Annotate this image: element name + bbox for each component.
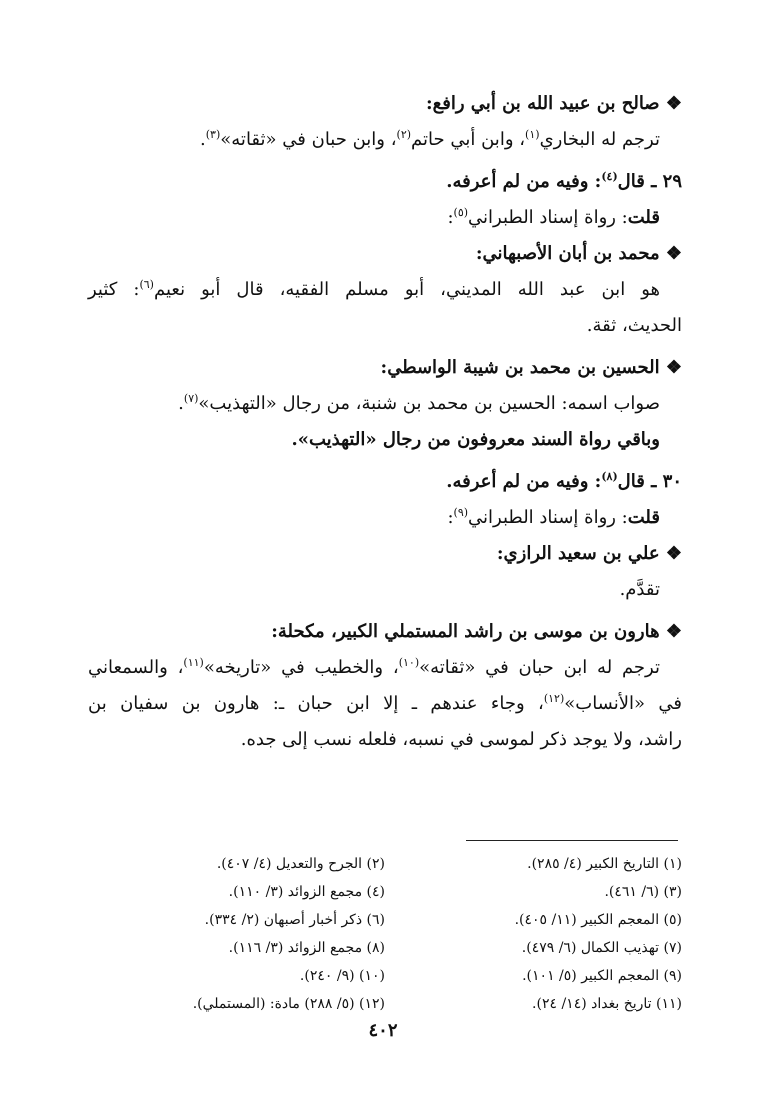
footnote-divider xyxy=(466,840,678,841)
footnote-item: (٩) المعجم الكبير (٥/ ١٠١). xyxy=(522,968,682,984)
text-run: : رواة إسناد الطبراني xyxy=(468,507,628,528)
text-run: هو ابن عبد الله المديني، أبو مسلم الفقيه، قال أبو نعيم xyxy=(153,279,660,300)
entry-heading: ❖ علي بن سعيد الرازي: xyxy=(496,543,682,564)
footnote-item: (٧) تهذيب الكمال (٦/ ٤٧٩). xyxy=(521,940,682,956)
footnote-item: (٢) الجرح والتعديل (٤/ ٤٠٧). xyxy=(216,856,385,872)
paragraph-line: الحديث، ثقة. xyxy=(586,315,682,336)
text-run: في «الأنساب» xyxy=(564,693,682,714)
text-run: : xyxy=(447,507,454,528)
paragraph-line xyxy=(88,386,682,422)
footnote-item: (٨) مجمع الزوائد (٣/ ١١٦). xyxy=(228,940,385,956)
hadith-heading xyxy=(88,464,682,500)
text-run: ترجم له البخاري xyxy=(539,129,660,150)
paragraph-line xyxy=(88,200,682,236)
footnote-item: (٦) ذكر أخبار أصبهان (٢/ ٣٣٤). xyxy=(204,912,385,928)
text-run: صواب اسمه: الحسين بن محمد بن شنبة، من رجال «التهذيب» xyxy=(198,393,660,414)
qult-label: قلت xyxy=(627,507,660,528)
footnote-ref: (٤) xyxy=(601,170,618,183)
text-run: ٣٠ ـ قال xyxy=(617,471,682,492)
text-run: ترجم له ابن حبان في «ثقاته» xyxy=(419,657,660,678)
footnote-ref: (١٠) xyxy=(398,656,420,669)
footnote-item: (١٢) (٥/ ٢٨٨) مادة: (المستملي). xyxy=(192,996,385,1012)
text-run: ، وابن حبان في «ثقاته» xyxy=(220,129,397,150)
text-run: ، وابن أبي حاتم xyxy=(411,129,526,150)
paragraph-line xyxy=(88,500,682,536)
footnote-ref: (٨) xyxy=(601,470,618,483)
footnote-item: (١) التاريخ الكبير (٤/ ٢٨٥). xyxy=(527,856,682,872)
footnote-ref: (٣) xyxy=(205,128,221,141)
paragraph-line xyxy=(88,272,682,308)
footnote-item: (٤) مجمع الزوائد (٣/ ١١٠). xyxy=(228,884,385,900)
entry-heading: ❖ هارون بن موسى بن راشد المستملي الكبير، مكحلة: xyxy=(271,621,682,642)
text-run: : وفيه من لم أعرفه. xyxy=(446,171,602,192)
paragraph-line xyxy=(88,122,682,158)
text-run: ، والسمعاني xyxy=(88,657,184,678)
text-run: : xyxy=(447,207,454,228)
footnote-item: (١٠) (٩/ ٢٤٠). xyxy=(299,968,385,984)
entry-heading: ❖ صالح بن عبيد الله بن أبي رافع: xyxy=(426,93,682,114)
main-text xyxy=(88,86,682,758)
entry-heading: ❖ الحسين بن محمد بن شيبة الواسطي: xyxy=(380,357,682,378)
paragraph-line xyxy=(88,686,682,722)
text-run: ٢٩ ـ قال xyxy=(617,171,682,192)
paragraph-line: راشد، ولا يوجد ذكر لموسى في نسبه، فلعله نسب إلى جده. xyxy=(240,729,682,750)
text-run: . xyxy=(200,129,206,150)
footnotes xyxy=(88,850,682,1018)
footnote-item: (١١) تاريخ بغداد (١٤/ ٢٤). xyxy=(532,996,682,1012)
text-run: : كثير xyxy=(88,279,140,300)
footnote-ref: (٧) xyxy=(183,392,199,405)
footnote-ref: (٦) xyxy=(139,278,154,291)
text-run: : رواة إسناد الطبراني xyxy=(468,207,628,228)
paragraph-line: وباقي رواة السند معروفون من رجال «التهذيب». xyxy=(291,429,660,450)
footnote-column-right xyxy=(385,850,682,1018)
footnote-item: (٣) (٦/ ٤٦١). xyxy=(604,884,682,900)
hadith-heading xyxy=(88,164,682,200)
text-run: ، والخطيب في «تاريخه» xyxy=(203,657,399,678)
footnote-item: (٥) المعجم الكبير (١١/ ٤٠٥). xyxy=(514,912,682,928)
footnote-ref: (٢) xyxy=(396,128,412,141)
footnote-ref: (٩) xyxy=(453,506,469,519)
text-run: : وفيه من لم أعرفه. xyxy=(446,471,602,492)
text-run: . xyxy=(178,393,184,414)
footnote-column-left xyxy=(88,850,385,1018)
paragraph-line xyxy=(88,650,682,686)
entry-heading: ❖ محمد بن أبان الأصبهاني: xyxy=(475,243,682,264)
footnote-ref: (١١) xyxy=(183,656,204,669)
paragraph-line: تقدَّم. xyxy=(619,579,660,600)
footnote-ref: (٥) xyxy=(453,206,469,219)
footnote-ref: (١) xyxy=(525,128,540,141)
qult-label: قلت xyxy=(627,207,660,228)
page-number: ٤٠٢ xyxy=(368,1020,398,1041)
text-run: ، وجاء عندهم ـ إلا ابن حبان ـ: هارون بن سفيان بن xyxy=(88,693,544,714)
footnote-ref: (١٢) xyxy=(543,692,565,705)
